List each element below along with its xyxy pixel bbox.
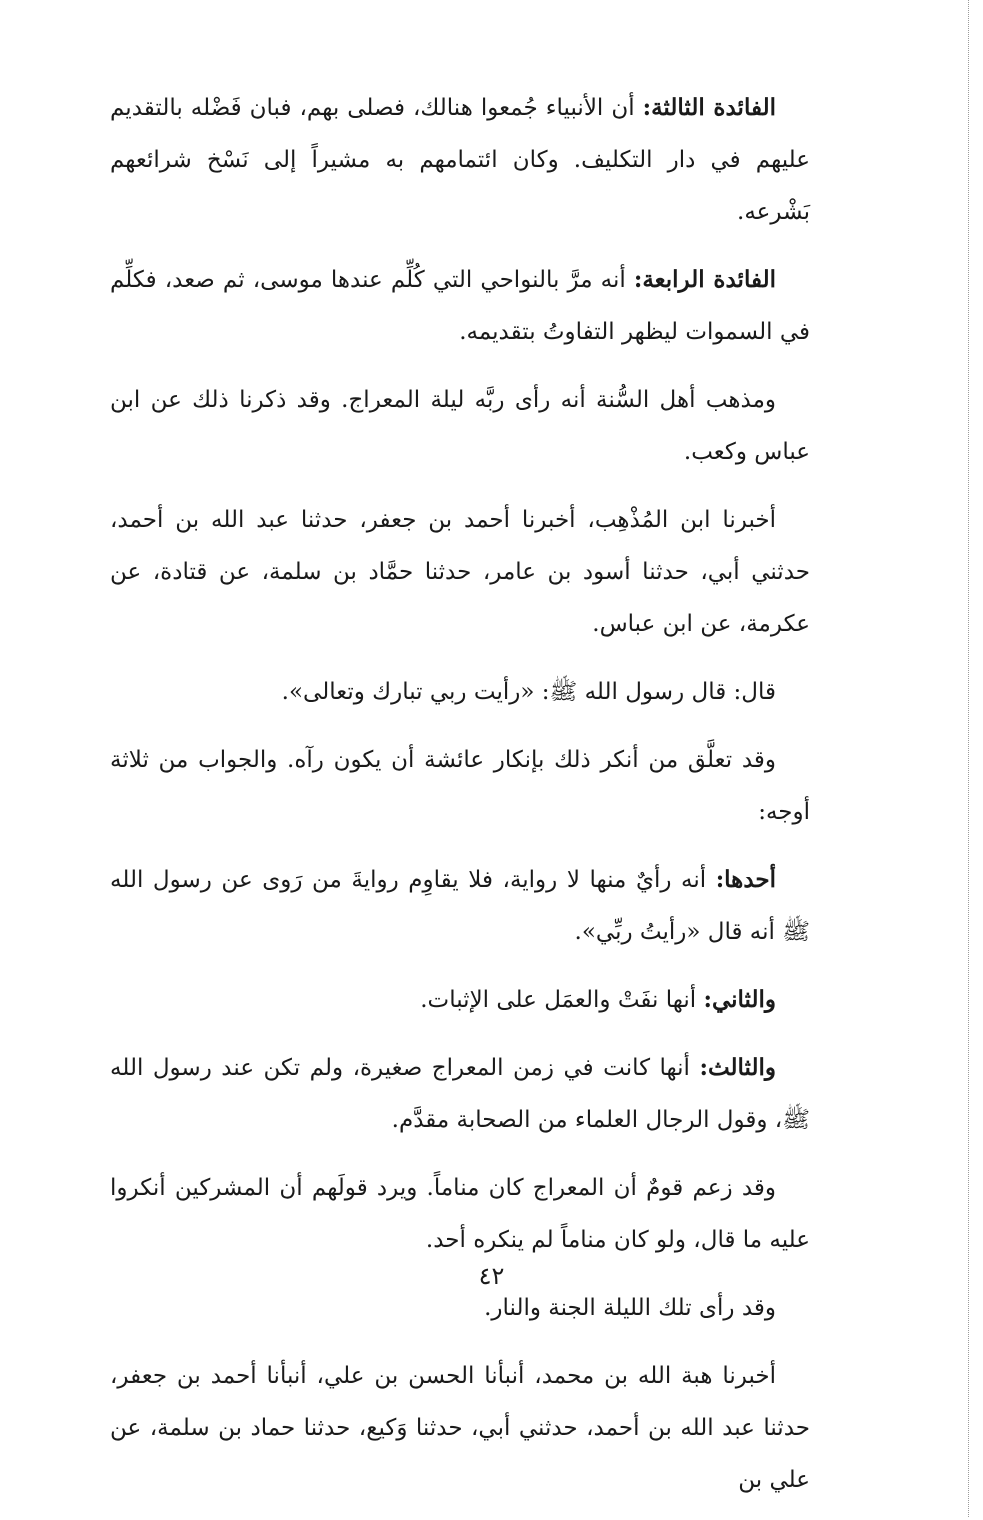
paragraph-answer-third <box>110 1042 810 1146</box>
page-number: ٤٢ <box>478 1262 505 1290</box>
paragraph-text: أن الأنبياء جُمعوا هنالك، فصلى بهم، فبان فَضْله بالتقديم عليهم في دار التكليف. وكان ائتمامهم به مشيراً إلى نَسْخ شرائعهم بَشْرعه. <box>110 95 810 225</box>
paragraph-isnad-1 <box>110 494 810 650</box>
paragraph-text: أنه رأيٌ منها لا رواية، فلا يقاوِم روايةَ من رَوى عن رسول الله ﷺ أنه قال «رأيتُ ربِّي». <box>110 867 810 945</box>
paragraph-sunnah-view <box>110 374 810 478</box>
paragraph-answer-second <box>110 974 810 1026</box>
text-column <box>110 82 810 1520</box>
paragraph-text: أنها نفَتْ والعمَل على الإثبات. <box>420 987 697 1013</box>
paragraph-objection <box>110 734 810 838</box>
paragraph-dream-claim <box>110 1162 810 1266</box>
paragraph-fourth-benefit <box>110 254 810 358</box>
paragraph-text: وقد زعم قومٌ أن المعراج كان مناماً. ويرد قولَهم أن المشركين أنكروا عليه ما قال، ولو كان مناماً لم ينكره أحد. <box>110 1175 810 1253</box>
paragraph-text: وقد تعلَّق من أنكر ذلك بإنكار عائشة أن يكون رآه. والجواب من ثلاثة أوجه: <box>110 747 810 825</box>
paragraph-text: وقد رأى تلك الليلة الجنة والنار. <box>484 1295 776 1321</box>
paragraph-heading: والثاني: <box>703 986 776 1013</box>
paragraph-heading: الفائدة الرابعة: <box>633 266 776 293</box>
paragraph-text: أخبرنا هبة الله بن محمد، أنبأنا الحسن بن علي، أنبأنا أحمد بن جعفر، حدثنا عبد الله بن أحمد، حدثني أبي، حدثنا وَكيع، حدثنا حماد بن سلمة، عن علي بن <box>110 1363 810 1493</box>
paragraph-heading: والثالث: <box>699 1054 776 1081</box>
paragraph-text: قال: قال رسول الله ﷺ: «رأيت ربي تبارك وتعالى». <box>281 679 776 705</box>
paragraph-third-benefit <box>110 82 810 238</box>
paragraph-text: أنه مرَّ بالنواحي التي كُلِّم عندها موسى، ثم صعد، فكلِّم في السموات ليظهر التفاوتُ بتقديمه. <box>110 267 810 345</box>
paragraph-heading: الفائدة الثالثة: <box>642 94 776 121</box>
paragraph-answer-first <box>110 854 810 958</box>
paragraph-text: ومذهب أهل السُّنة أنه رأى ربَّه ليلة المعراج. وقد ذكرنا ذلك عن ابن عباس وكعب. <box>110 387 810 465</box>
paragraph-text: أخبرنا ابن المُذْهِب، أخبرنا أحمد بن جعفر، حدثنا عبد الله بن أحمد، حدثني أبي، حدثنا أسود بن عامر، حدثنا حمَّاد بن سلمة، عن قتادة، عن عكرمة، عن ابن عباس. <box>110 507 810 637</box>
paragraph-heading: أحدها: <box>715 866 776 893</box>
paragraph-text: أنها كانت في زمن المعراج صغيرة، ولم تكن عند رسول الله ﷺ، وقول الرجال العلماء من الصحابة مقدَّم. <box>110 1055 810 1133</box>
paragraph-isnad-2 <box>110 1350 810 1506</box>
paragraph-hadith-quote <box>110 666 810 718</box>
